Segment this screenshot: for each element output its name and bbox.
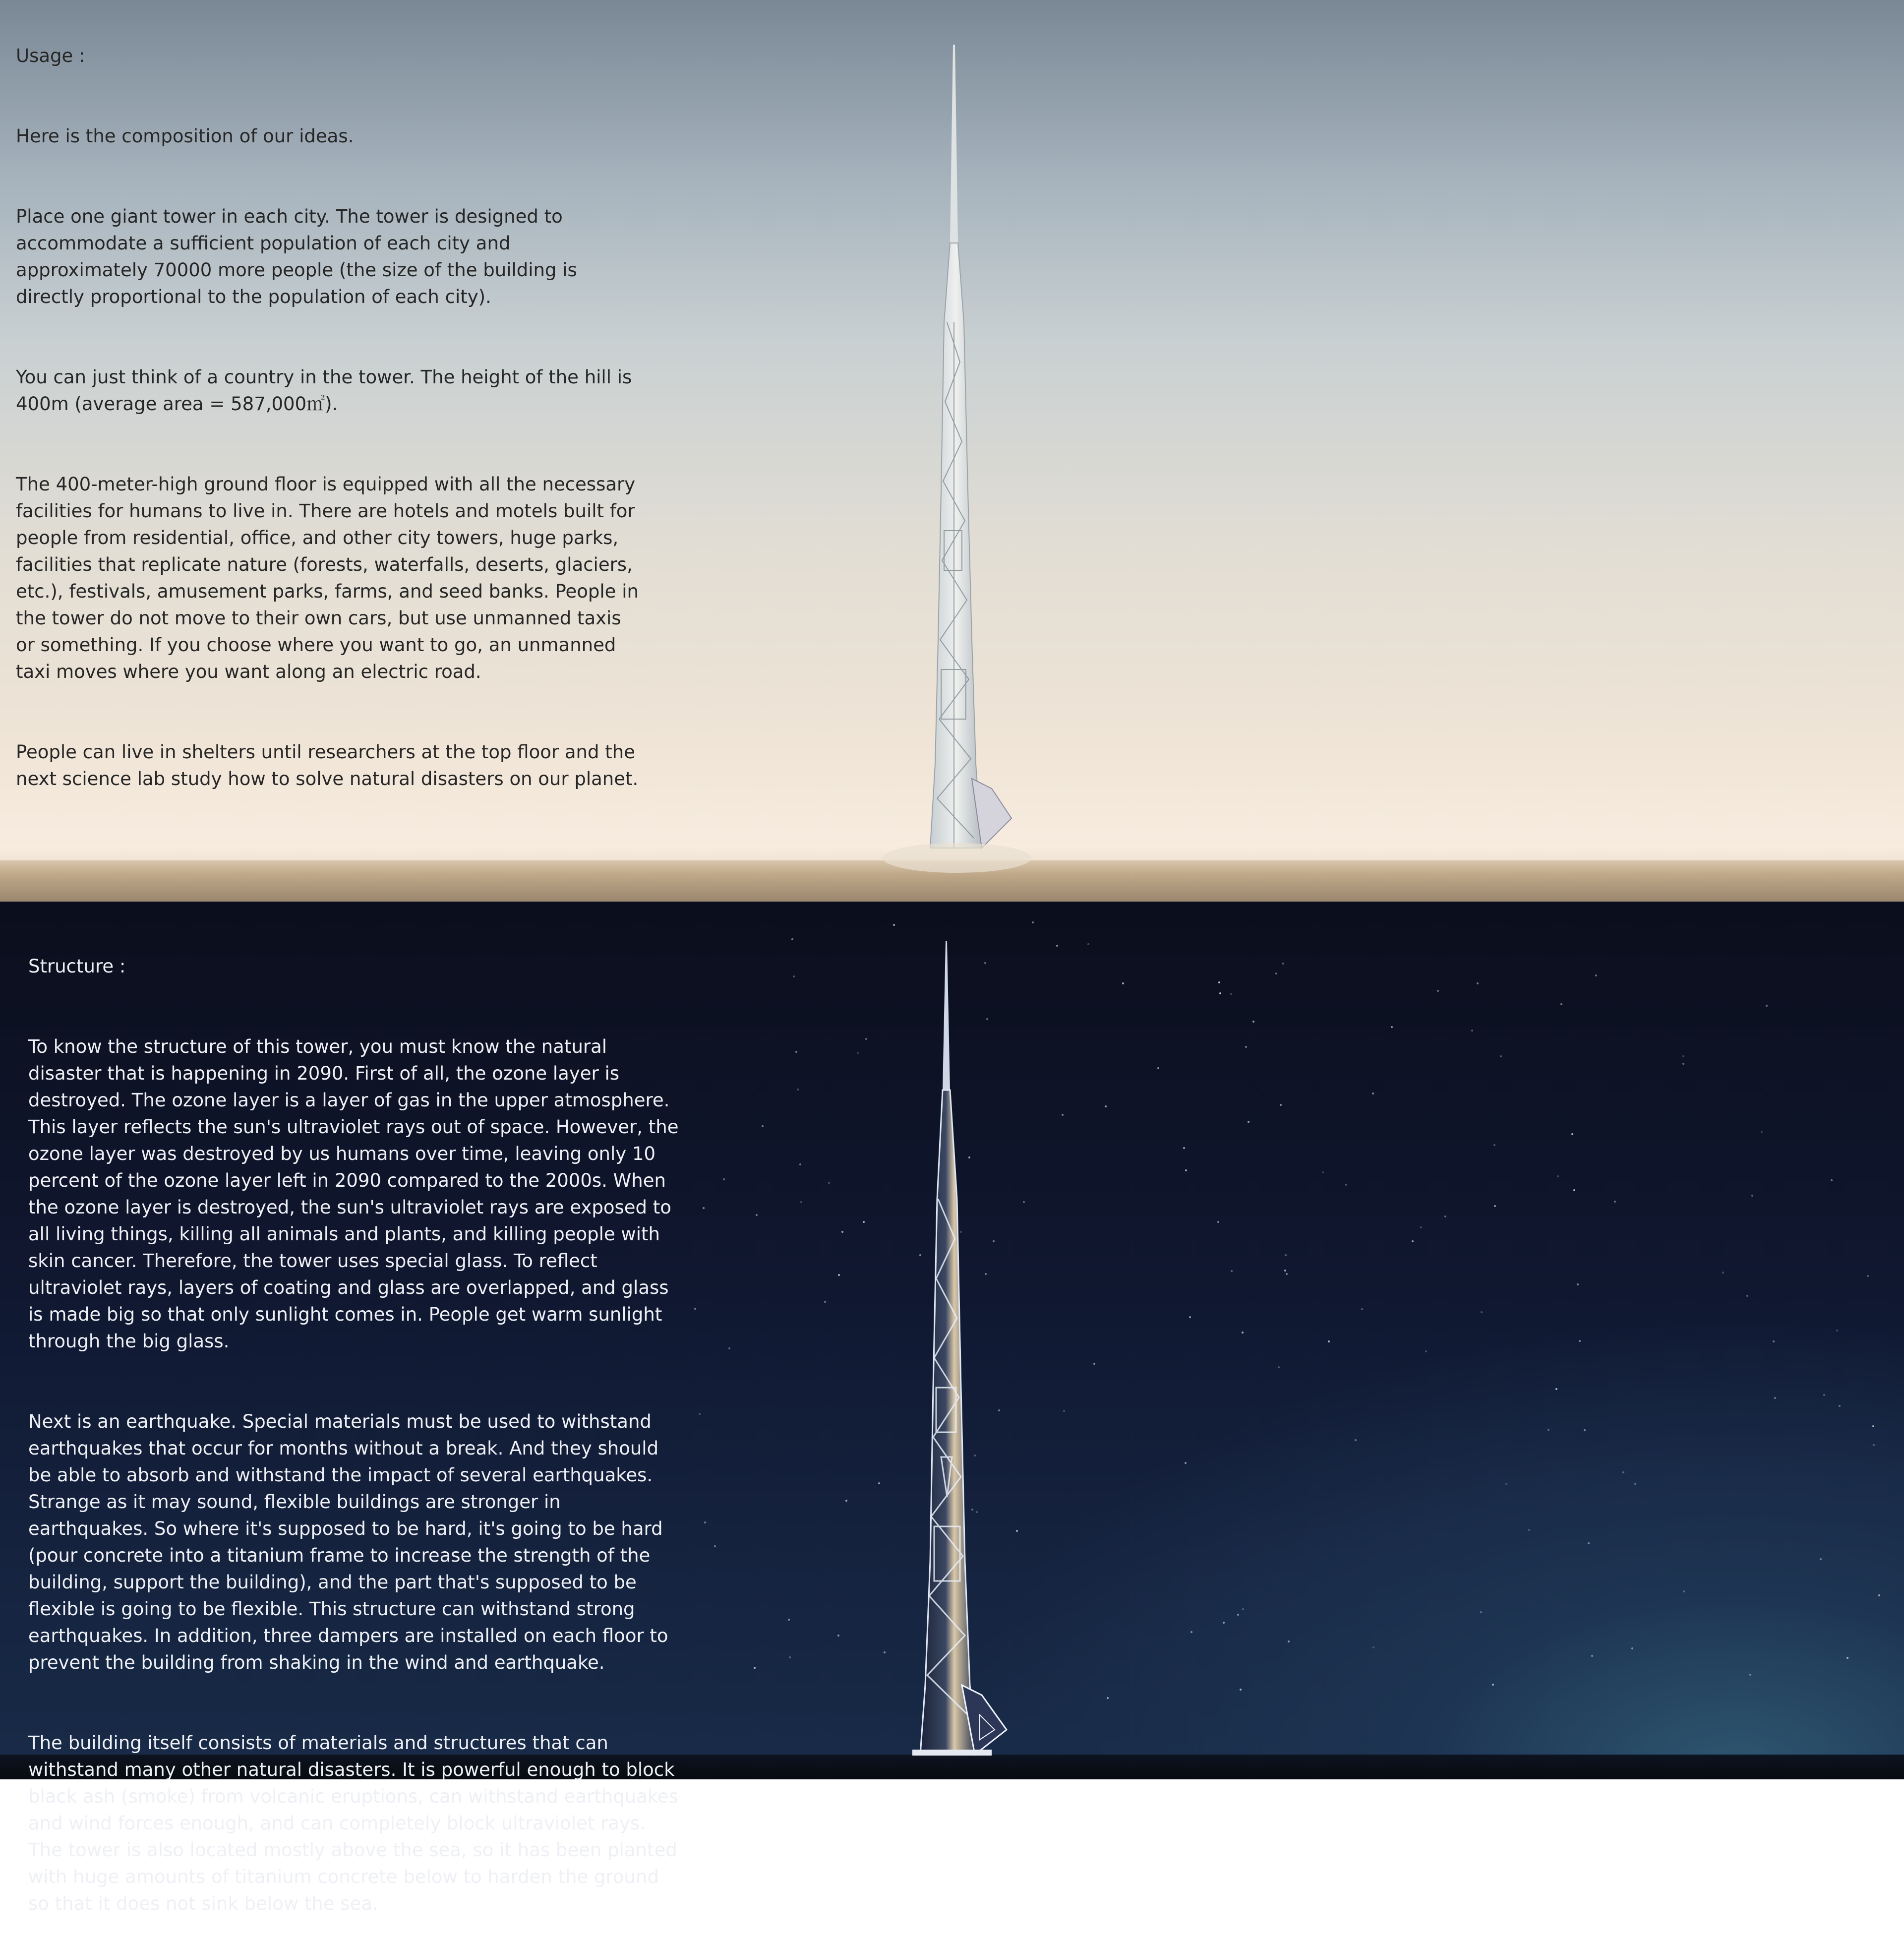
star: [824, 1301, 826, 1303]
usage-paragraph-3: You can just think of a country in the tower. The height of the hill is 400m (average area = 587,000㎡).: [16, 366, 632, 415]
star: [1093, 1363, 1095, 1365]
star: [1391, 1026, 1393, 1028]
star: [793, 975, 795, 977]
star: [1846, 1657, 1848, 1659]
star: [1345, 1184, 1347, 1186]
star: [754, 1667, 756, 1669]
star: [1284, 1270, 1286, 1272]
star: [1248, 1121, 1250, 1123]
star: [1032, 921, 1034, 923]
structure-paragraph-1: To know the structure of this tower, you must know the natural disaster that is happening in 2090. First of all, the ozone layer is destroyed. The ozone layer is a layer of gas in the upper atmosphere. This layer reflects the sun's ultraviolet rays out of space. However, the ozone layer was destroyed by us humans over time, leaving only 10 percent of the ozone layer left in 2090 compared to the 2000s. When the ozone layer is destroyed, the sun's ultraviolet rays are exposed to all living things, killing all animals and plants, and killing people with skin cancer. Therefore, the tower uses special glass. To reflect ultraviolet rays, layers of coating and glass are overlapped, and glass is made big so that only sunlight comes in. People get warm sunlight through the big glass.: [28, 1036, 679, 1352]
star: [1185, 1169, 1187, 1171]
star: [797, 1089, 799, 1091]
star: [1286, 1273, 1288, 1275]
star: [1278, 1366, 1280, 1368]
star: [1774, 1397, 1776, 1399]
star: [1746, 1295, 1748, 1297]
star: [1614, 1201, 1616, 1203]
star: [789, 1656, 791, 1658]
star: [1237, 1614, 1239, 1616]
star: [1223, 1622, 1225, 1624]
star: [704, 1521, 706, 1523]
star: [1820, 1558, 1822, 1560]
day-tower-illustration: [912, 45, 1061, 878]
star: [1560, 1003, 1562, 1005]
star: [728, 1347, 730, 1349]
star: [1217, 1221, 1219, 1223]
star: [1505, 1483, 1507, 1485]
usage-heading: Usage :: [16, 45, 85, 66]
star: [1230, 993, 1232, 995]
star: [1749, 1674, 1751, 1676]
star: [1751, 1195, 1753, 1197]
star: [857, 1052, 859, 1054]
star: [1477, 982, 1479, 984]
star: [1722, 1272, 1724, 1274]
star: [1219, 992, 1221, 994]
star: [841, 1231, 843, 1233]
star: [1240, 1689, 1242, 1691]
star: [1577, 1283, 1579, 1285]
star: [1683, 1590, 1685, 1592]
star: [800, 1201, 802, 1203]
star: [1322, 1171, 1324, 1173]
star: [1761, 1131, 1763, 1133]
usage-paragraph-4: The 400-meter-high ground floor is equipped with all the necessary facilities for humans to live in. There are hotels and motels built for people from residential, office, and other city towers, huge parks, facilities that replicate nature (forests, waterfalls, deserts, glaciers, etc.), festivals, amusement parks, farms, and seed banks. People in the tower do not move to their own cars, but use unmanned taxis or something. If you choose where you want to go, an unmanned taxi moves where you want along an electric road.: [16, 474, 639, 682]
star: [1437, 990, 1439, 992]
star: [1555, 1388, 1557, 1390]
star: [845, 1500, 847, 1502]
star: [837, 1635, 839, 1637]
star: [1087, 943, 1089, 945]
star: [1062, 1114, 1064, 1116]
star: [1185, 1462, 1187, 1464]
star: [1372, 1093, 1374, 1094]
star: [1766, 1005, 1768, 1007]
star: [1839, 1405, 1841, 1407]
star: [1056, 945, 1058, 947]
star: [1878, 1594, 1880, 1596]
usage-panel: [0, 0, 1904, 902]
star: [1471, 1030, 1473, 1032]
star: [1355, 1439, 1357, 1441]
star: [1500, 1055, 1502, 1057]
star: [1631, 1647, 1633, 1649]
star: [828, 1182, 830, 1184]
star: [1280, 1104, 1282, 1106]
star: [1252, 1021, 1254, 1023]
star: [723, 1178, 725, 1180]
star: [795, 1051, 797, 1053]
star: [1492, 1684, 1494, 1686]
star: [714, 1545, 716, 1547]
star: [1372, 1646, 1374, 1648]
star: [863, 1221, 865, 1223]
star: [1634, 1483, 1636, 1485]
usage-paragraph-1: Here is the composition of our ideas.: [16, 125, 354, 147]
star: [893, 924, 895, 926]
star: [1547, 1429, 1549, 1431]
star: [838, 1274, 840, 1276]
star: [791, 938, 793, 940]
star: [756, 1214, 758, 1216]
star: [1872, 1425, 1874, 1427]
star: [865, 1038, 867, 1040]
star: [1282, 963, 1284, 965]
star: [1157, 1067, 1159, 1069]
star: [878, 1482, 880, 1484]
star: [1584, 1429, 1586, 1431]
star: [1444, 1215, 1446, 1217]
star: [1493, 1144, 1495, 1146]
star: [1494, 1205, 1496, 1207]
structure-text-block: [28, 926, 683, 1944]
star: [1557, 1175, 1559, 1177]
star: [699, 1413, 701, 1415]
star: [1361, 1308, 1363, 1310]
structure-paragraph-3: The building itself consists of materials and structures that can withstand many other natural disasters. It is powerful enough to block black ash (smoke) from volcanic eruptions, can withstand earthquakes and wind forces enough, and can completely block ultraviolet rays. The tower is also located mostly above the sea, so it has been planted with huge amounts of titanium concrete below to harden the ground so that it does not sink below the sea.: [28, 1732, 678, 1914]
star: [1189, 1316, 1191, 1318]
usage-paragraph-2: Place one giant tower in each city. The tower is designed to accommodate a sufficient population of each city and approximately 70000 more people (the size of the building is directly proportional to the population of each city).: [16, 206, 577, 307]
star: [1285, 1254, 1287, 1256]
star: [1288, 1640, 1290, 1642]
star: [1218, 981, 1220, 983]
star: [1245, 1046, 1247, 1048]
star: [1063, 1410, 1065, 1412]
star: [1190, 1631, 1192, 1633]
star: [1622, 1471, 1624, 1473]
star: [1122, 982, 1124, 984]
star: [1831, 1179, 1833, 1181]
star: [1836, 1330, 1838, 1332]
star: [1480, 1611, 1482, 1613]
star: [1682, 1055, 1684, 1057]
star: [1412, 1240, 1414, 1242]
structure-heading: Structure :: [28, 956, 126, 977]
star: [788, 1619, 790, 1621]
star: [1873, 1444, 1875, 1446]
star: [1571, 1133, 1573, 1135]
star: [1420, 1226, 1422, 1228]
star: [1682, 1063, 1684, 1065]
star: [1823, 1394, 1825, 1396]
star: [1867, 1275, 1869, 1277]
star: [694, 1308, 696, 1310]
star: [1183, 1147, 1185, 1149]
star: [1242, 1608, 1244, 1610]
star: [1231, 1270, 1233, 1272]
star: [1275, 972, 1277, 974]
star: [1105, 1105, 1107, 1107]
star: [1588, 1542, 1590, 1544]
star: [1425, 1350, 1427, 1352]
usage-text-block: [16, 16, 641, 819]
star: [1579, 1340, 1581, 1342]
star: [1242, 1332, 1244, 1334]
star: [1773, 1340, 1775, 1342]
star: [703, 1207, 705, 1209]
star: [762, 1125, 764, 1127]
star: [1591, 1655, 1593, 1657]
star: [1328, 1340, 1330, 1342]
star: [1595, 974, 1597, 976]
star: [1573, 1189, 1575, 1191]
star: [1107, 1697, 1109, 1699]
star: [799, 1163, 801, 1165]
night-tower-illustration: [883, 941, 1051, 1779]
star: [1481, 1311, 1483, 1313]
usage-paragraph-5: People can live in shelters until researchers at the top floor and the next science lab study how to solve natural disasters on our planet.: [16, 741, 639, 790]
structure-paragraph-2: Next is an earthquake. Special materials must be used to withstand earthquakes that occur for months without a break. And they should be able to absorb and withstand the impact of several earthquakes. Strange as it may sound, flexible buildings are stronger in earthquakes. So where it's supposed to be hard, it's going to be hard (pour concrete into a titanium frame to increase the strength of the building, support the building), and the part that's supposed to be flexible is going to be flexible. This structure can withstand strong earthquakes. In addition, three dampers are installed on each floor to prevent the building from shaking in the wind and earthquake.: [28, 1411, 668, 1673]
structure-panel: [0, 902, 1904, 1914]
star: [1528, 1529, 1530, 1531]
